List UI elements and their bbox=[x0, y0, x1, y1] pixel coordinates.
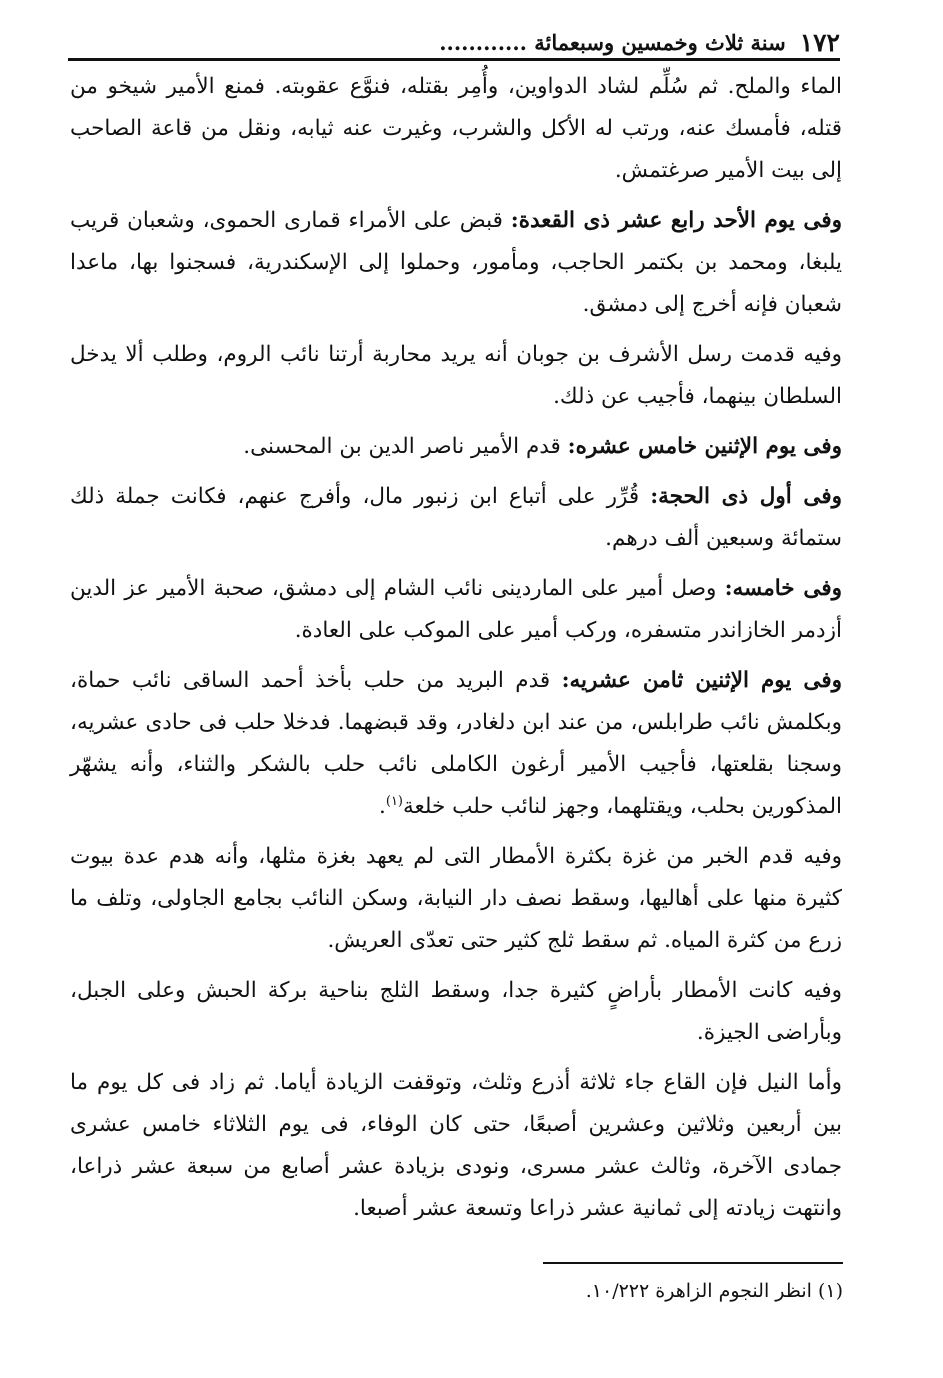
paragraph-lead: وفى أول ذى الحجة: bbox=[650, 484, 842, 509]
paragraph-9 bbox=[70, 970, 842, 1054]
paragraph-text: قدم البريد من حلب بأخذ أحمد الساقى نائب حماة، وبكلمش نائب طرابلس، من عند ابن دلغادر، وقد قبضهما. فدخلا حلب فى حادى عشريه، وسجنا بقلعتها، فأجيب الأمير أرغون الكاملى نائب حلب بالشكر والثناء، وأنه يشهّر المذكورين بحلب، ويقتلهما، وجهز لنائب حلب خلعة bbox=[70, 668, 842, 819]
paragraph-3 bbox=[70, 334, 842, 418]
paragraph-text: وفيه قدمت رسل الأشرف بن جوبان أنه يريد محاربة أرتنا نائب الروم، وطلب ألا يدخل السلطان بينهما، فأجيب عن ذلك. bbox=[70, 342, 842, 409]
paragraph-text: وفيه قدم الخبر من غزة بكثرة الأمطار التى لم يعهد بغزة مثلها، وأنه هدم عدة بيوت كثيرة منها على أهاليها، وسقط نصف دار النيابة، وسكن النائب بجامع الجاولى، وتلف ما زرع من كثرة المياه. ثم سقط ثلج كثير حتى تعدّى العريش. bbox=[70, 844, 842, 953]
paragraph-lead: وفى خامسه: bbox=[724, 576, 842, 601]
paragraph-text-end: . bbox=[379, 794, 386, 819]
paragraph-text: قدم الأمير ناصر الدين بن المحسنى. bbox=[243, 434, 568, 459]
paragraph-lead: وفى يوم الإثنين ثامن عشريه: bbox=[561, 668, 842, 693]
paragraph-text: وصل أمير على الماردينى نائب الشام إلى دمشق، صحبة الأمير عز الدين أزدمر الخازاندر متسفره، وركب أمير على الموكب على العادة. bbox=[70, 576, 842, 643]
page-header bbox=[68, 22, 840, 61]
paragraph-4 bbox=[70, 426, 842, 468]
paragraph-1 bbox=[70, 66, 842, 192]
paragraph-7 bbox=[70, 660, 842, 828]
paragraph-text: وفيه كانت الأمطار بأراضٍ كثيرة جدا، وسقط الثلج بناحية بركة الحبش وعلى الجبل، وبأراضى الجيزة. bbox=[70, 978, 842, 1045]
running-head: سنة ثلاث وخمسين وسبعمائة ............ bbox=[439, 30, 786, 55]
paragraph-text: وأما النيل فإن القاع جاء ثلاثة أذرع وثلث، وتوقفت الزيادة أياما. ثم زاد فى كل يوم ما بين أربعين وثلاثين وعشرين أصبعًا، حتى كان الوفاء، فى يوم الثلاثاء خامس عشرى جمادى الآخرة، وثالث عشر مسرى، ونودى بزيادة عشر أصابع من سبعة عشر ذراعا، وانتهت زيادته إلى ثمانية عشر ذراعا وتسعة عشر أصبعا. bbox=[70, 1070, 842, 1221]
footnote-reference: (١) bbox=[385, 793, 403, 809]
paragraph-lead: وفى يوم الإثنين خامس عشره: bbox=[567, 434, 842, 459]
paragraph-6 bbox=[70, 568, 842, 652]
paragraph-text: الماء والملح. ثم سُلِّم لشاد الدواوين، وأُمِر بقتله، فنوَّع عقوبته. فمنع الأمير شيخو من قتله، فأمسك عنه، ورتب له الأكل والشرب، وغيرت عنه ثيابه، ونقل من قاعة الصاحب إلى بيت الأمير صرغتمش. bbox=[70, 74, 842, 183]
paragraph-10 bbox=[70, 1062, 842, 1230]
page-number: ١٧٢ bbox=[799, 28, 840, 57]
paragraph-5 bbox=[70, 476, 842, 560]
paragraph-2 bbox=[70, 200, 842, 326]
footnote: (١) انظر النجوم الزاهرة ١٠/٢٢٢. bbox=[585, 1280, 843, 1302]
paragraph-lead: وفى يوم الأحد رابع عشر ذى القعدة: bbox=[510, 208, 842, 233]
paragraph-8 bbox=[70, 836, 842, 962]
body-text bbox=[70, 66, 842, 1230]
paragraph-text: قُرِّر على أتباع ابن زنبور مال، وأفرج عنهم، فكانت جملة ذلك ستمائة وسبعين ألف درهم. bbox=[70, 484, 842, 551]
footnote-separator bbox=[543, 1262, 843, 1264]
paragraph-text: قبض على الأمراء قمارى الحموى، وشعبان قريب يلبغا، ومحمد بن بكتمر الحاجب، ومأمور، وحملوا إلى الإسكندرية، فسجنوا بها، ماعدا شعبان فإنه أخرج إلى دمشق. bbox=[70, 208, 842, 317]
